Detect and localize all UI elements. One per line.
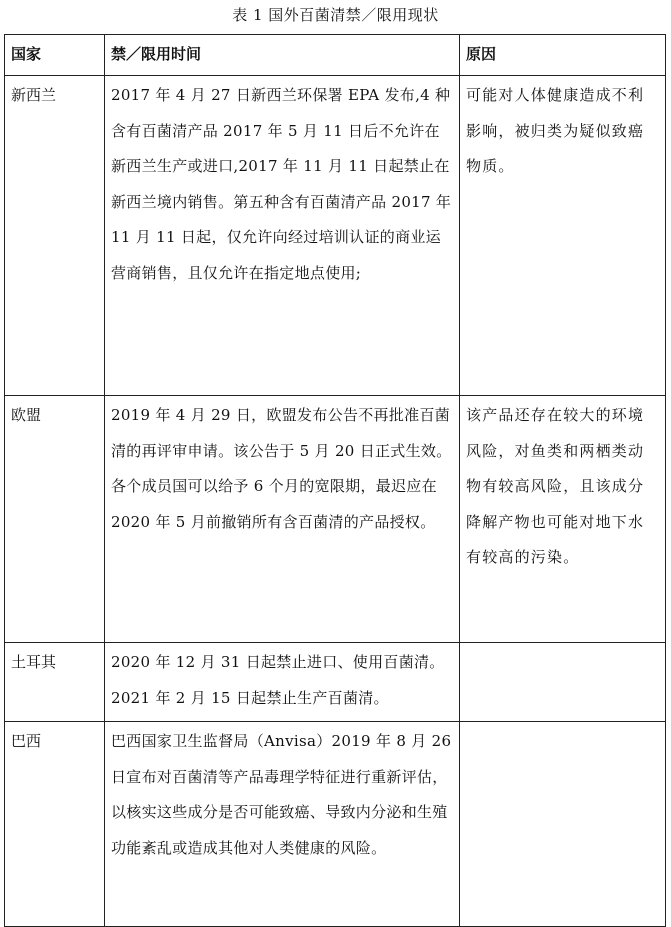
table-row-turkey xyxy=(5,643,666,722)
table-caption: 表 1 国外百菌清禁／限用现状 xyxy=(232,6,439,24)
cell-timeline: 2017 年 4 月 27 日新西兰环保署 EPA 发布,4 种含有百菌清产品 2017 年 5 月 11 日后不允许在新西兰生产或进口,2017 年 11 月 11 日起禁止在新西兰境内销售。第五种含有百菌清产品 2017 年 11 月 11 日起，仅允许向经过培训认证的商业运营商销售，且仅允许在指定地点使用; xyxy=(105,76,460,396)
cell-country: 欧盟 xyxy=(5,396,105,643)
cell-reason: 该产品还存在较大的环境风险，对鱼类和两栖类动物有较高风险，且该成分降解产物也可能对地下水有较高的污染。 xyxy=(460,396,666,643)
cell-timeline: 2019 年 4 月 29 日，欧盟发布公告不再批准百菌清的再评审申请。该公告于 5 月 20 日正式生效。各个成员国可以给予 6 个月的宽限期，最迟应在 2020 年 5 月前撤销所有含百菌清的产品授权。 xyxy=(105,396,460,643)
cell-reason: 可能对人体健康造成不利影响，被归类为疑似致癌物质。 xyxy=(460,76,666,396)
cell-country: 巴西 xyxy=(5,722,105,927)
cell-timeline: 2020 年 12 月 31 日起禁止进口、使用百菌清。2021 年 2 月 15 日起禁止生产百菌清。 xyxy=(105,643,460,722)
cell-country: 土耳其 xyxy=(5,643,105,722)
table-row-new-zealand xyxy=(5,76,666,396)
cell-reason xyxy=(460,643,666,722)
ban-status-table xyxy=(4,34,666,927)
cell-timeline: 巴西国家卫生监督局（Anvisa）2019 年 8 月 26 日宣布对百菌清等产品毒理学特征进行重新评估，以核实这些成分是否可能致癌、导致内分泌和生殖功能紊乱或造成其他对人类健康的风险。 xyxy=(105,722,460,927)
cell-country: 新西兰 xyxy=(5,76,105,396)
table-row-eu xyxy=(5,396,666,643)
table-header-row xyxy=(5,35,666,76)
header-timeline: 禁／限用时间 xyxy=(105,35,460,76)
header-country: 国家 xyxy=(5,35,105,76)
header-reason: 原因 xyxy=(460,35,666,76)
